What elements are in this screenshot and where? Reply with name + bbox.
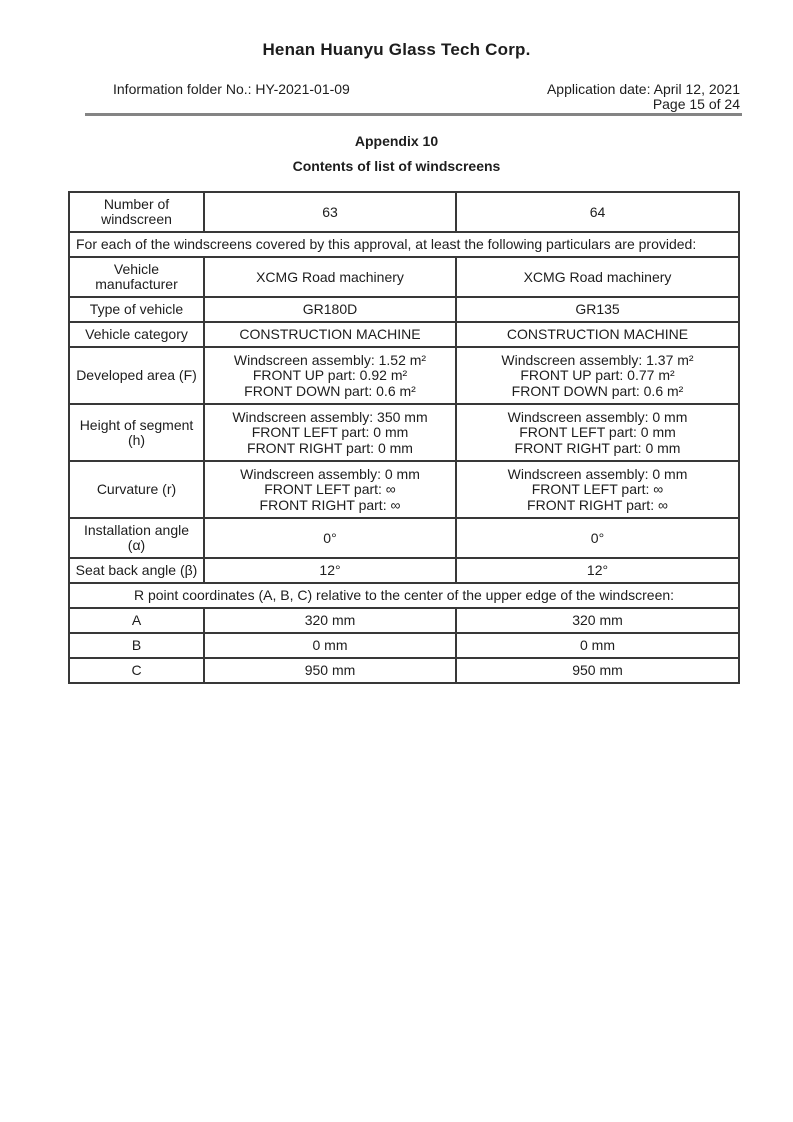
row-installation-angle	[69, 518, 739, 558]
cell-windscreen-63	[204, 461, 456, 518]
row-coordinate-b	[69, 633, 739, 658]
cell-line: FRONT RIGHT part: ∞	[527, 496, 668, 513]
row-coordinate-c	[69, 658, 739, 683]
cell-windscreen-64: GR135	[456, 297, 739, 322]
cell-windscreen-63	[204, 404, 456, 461]
r-point-note: R point coordinates (A, B, C) relative to the center of the upper edge of the windscreen:	[69, 583, 739, 608]
cell-line: FRONT LEFT part: ∞	[531, 481, 664, 497]
cell-windscreen-63: 63	[204, 192, 456, 232]
cell-line: FRONT LEFT part: 0 mm	[519, 424, 676, 440]
cell-windscreen-63	[204, 347, 456, 404]
row-label: Seat back angle (β)	[69, 558, 204, 583]
row-label: Curvature (r)	[69, 461, 204, 518]
cell-windscreen-64: 0 mm	[456, 633, 739, 658]
cell-windscreen-63: CONSTRUCTION MACHINE	[204, 322, 456, 347]
cell-windscreen-64: 0°	[456, 518, 739, 558]
page-number: Page 15 of 24	[652, 96, 740, 112]
cell-windscreen-63: 0°	[204, 518, 456, 558]
application-date: Application date: April 12, 2021	[546, 81, 740, 97]
cell-line: Windscreen assembly: 0 mm	[507, 465, 688, 482]
row-coordinate-a	[69, 608, 739, 633]
cell-line: FRONT RIGHT part: 0 mm	[514, 439, 681, 456]
row-label: Vehicle category	[69, 322, 204, 347]
cell-line: Windscreen assembly: 1.37 m²	[501, 351, 694, 368]
cell-line: FRONT UP part: 0.92 m²	[252, 367, 408, 383]
cell-windscreen-64: 12°	[456, 558, 739, 583]
row-height-of-segment	[69, 404, 739, 461]
cell-windscreen-63: XCMG Road machinery	[204, 257, 456, 297]
cell-windscreen-64: XCMG Road machinery	[456, 257, 739, 297]
header-rule	[85, 113, 742, 116]
row-label: A	[69, 608, 204, 633]
row-r-point-note	[69, 583, 739, 608]
cell-windscreen-64: CONSTRUCTION MACHINE	[456, 322, 739, 347]
row-approval-note	[69, 232, 739, 257]
header-meta-right	[547, 82, 740, 112]
cell-windscreen-64	[456, 404, 739, 461]
row-type-of-vehicle	[69, 297, 739, 322]
row-developed-area	[69, 347, 739, 404]
row-label: Type of vehicle	[69, 297, 204, 322]
info-folder-number: Information folder No.: HY-2021-01-09	[113, 81, 350, 97]
row-label: Height of segment (h)	[69, 404, 204, 461]
appendix-title: Appendix 10	[354, 133, 439, 149]
row-seat-back-angle	[69, 558, 739, 583]
approval-note: For each of the windscreens covered by this approval, at least the following particulars are provided:	[69, 232, 739, 257]
cell-line: Windscreen assembly: 1.52 m²	[233, 351, 427, 368]
cell-line: FRONT DOWN part: 0.6 m²	[244, 382, 416, 399]
row-vehicle-category	[69, 322, 739, 347]
cell-windscreen-64	[456, 347, 739, 404]
cell-windscreen-64: 64	[456, 192, 739, 232]
row-label: B	[69, 633, 204, 658]
row-vehicle-manufacturer	[69, 257, 739, 297]
cell-line: FRONT LEFT part: ∞	[264, 481, 396, 497]
cell-windscreen-63: 320 mm	[204, 608, 456, 633]
row-label: Vehicle manufacturer	[69, 257, 204, 297]
cell-windscreen-64: 320 mm	[456, 608, 739, 633]
cell-windscreen-64: 950 mm	[456, 658, 739, 683]
row-curvature	[69, 461, 739, 518]
cell-line: FRONT DOWN part: 0.6 m²	[511, 382, 684, 399]
company-title: Henan Huanyu Glass Tech Corp.	[262, 40, 531, 59]
row-label: Installation angle (α)	[69, 518, 204, 558]
cell-windscreen-64	[456, 461, 739, 518]
cell-windscreen-63: 0 mm	[204, 633, 456, 658]
header-meta-row	[0, 82, 793, 112]
row-label: Developed area (F)	[69, 347, 204, 404]
cell-line: Windscreen assembly: 350 mm	[232, 408, 428, 425]
cell-line: Windscreen assembly: 0 mm	[507, 408, 688, 425]
appendix-subtitle: Contents of list of windscreens	[292, 158, 501, 174]
cell-line: FRONT LEFT part: 0 mm	[251, 424, 409, 440]
cell-windscreen-63: 12°	[204, 558, 456, 583]
windscreens-table	[68, 191, 740, 684]
cell-line: FRONT RIGHT part: ∞	[259, 496, 401, 513]
cell-line: Windscreen assembly: 0 mm	[240, 465, 420, 482]
row-label: Number of windscreen	[69, 192, 204, 232]
cell-windscreen-63: 950 mm	[204, 658, 456, 683]
cell-windscreen-63: GR180D	[204, 297, 456, 322]
row-label: C	[69, 658, 204, 683]
cell-line: FRONT UP part: 0.77 m²	[520, 367, 675, 383]
cell-line: FRONT RIGHT part: 0 mm	[247, 439, 413, 456]
row-number-of-windscreen	[69, 192, 739, 232]
